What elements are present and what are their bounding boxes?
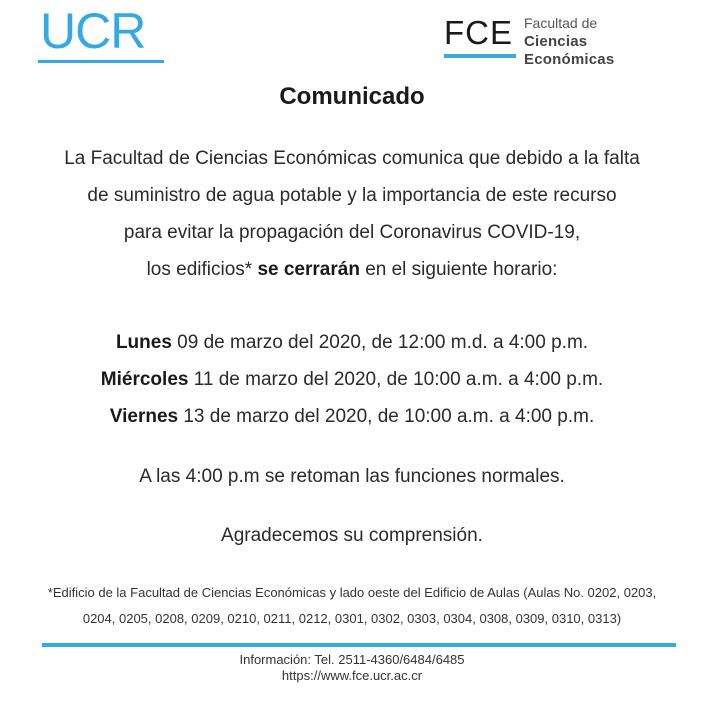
intro-paragraph bbox=[0, 140, 704, 288]
intro-line-3: para evitar la propagación del Coronavirus COVID-19, bbox=[123, 222, 581, 243]
resume-note: A las 4:00 p.m se retoman las funciones normales. bbox=[139, 466, 565, 487]
ucr-logo bbox=[38, 3, 166, 64]
footnote-line-2: 0204, 0205, 0208, 0209, 0210, 0211, 0212, 0301, 0302, 0303, 0304, 0308, 0309, 0310, 0313) bbox=[82, 611, 622, 626]
schedule-day: Lunes bbox=[115, 332, 172, 353]
closure-emphasis: se cerrarán bbox=[257, 259, 360, 280]
schedule-day: Miércoles bbox=[100, 369, 189, 390]
page-title: Comunicado bbox=[279, 83, 425, 110]
schedule-item bbox=[0, 324, 704, 361]
schedule-detail: 13 de marzo del 2020, de 10:00 a.m. a 4:00 p.m. bbox=[178, 406, 595, 427]
thanks-note: Agradecemos su comprensión. bbox=[221, 525, 483, 546]
contact-info bbox=[0, 652, 704, 684]
intro-line-4 bbox=[0, 251, 704, 288]
schedule-item bbox=[0, 398, 704, 435]
intro-line-4-post: en el siguiente horario: bbox=[359, 259, 558, 280]
intro-line-1: La Facultad de Ciencias Económicas comunica que debido a la falta bbox=[64, 148, 640, 169]
schedule-list bbox=[0, 324, 704, 435]
ucr-logo-underline bbox=[38, 60, 164, 63]
contact-url: https://www.fce.ucr.ac.cr bbox=[281, 668, 423, 683]
schedule-item bbox=[0, 361, 704, 398]
fce-logo bbox=[440, 12, 680, 68]
intro-line-4-pre: los edificios* bbox=[146, 259, 258, 280]
fce-logo-line1: Facultad de bbox=[524, 15, 598, 31]
schedule-detail: 11 de marzo del 2020, de 10:00 a.m. a 4:00 p.m. bbox=[188, 369, 604, 390]
footer-divider bbox=[42, 643, 676, 647]
fce-logo-line2: Ciencias Económicas bbox=[524, 33, 615, 68]
footnote-line-1: *Edificio de la Facultad de Ciencias Económicas y lado oeste del Edificio de Aulas (Aulas No. 0202, 0203, bbox=[47, 585, 657, 600]
ucr-logo-text: UCR bbox=[40, 3, 146, 59]
schedule-day: Viernes bbox=[109, 406, 179, 427]
fce-logo-bar bbox=[444, 54, 516, 58]
fce-logo-abbr: FCE bbox=[444, 14, 513, 51]
schedule-detail: 09 de marzo del 2020, de 12:00 m.d. a 4:00 p.m. bbox=[171, 332, 589, 353]
contact-phone: Información: Tel. 2511-4360/6484/6485 bbox=[239, 652, 465, 667]
intro-line-2: de suministro de agua potable y la importancia de este recurso bbox=[87, 185, 617, 206]
footnote bbox=[0, 580, 704, 632]
